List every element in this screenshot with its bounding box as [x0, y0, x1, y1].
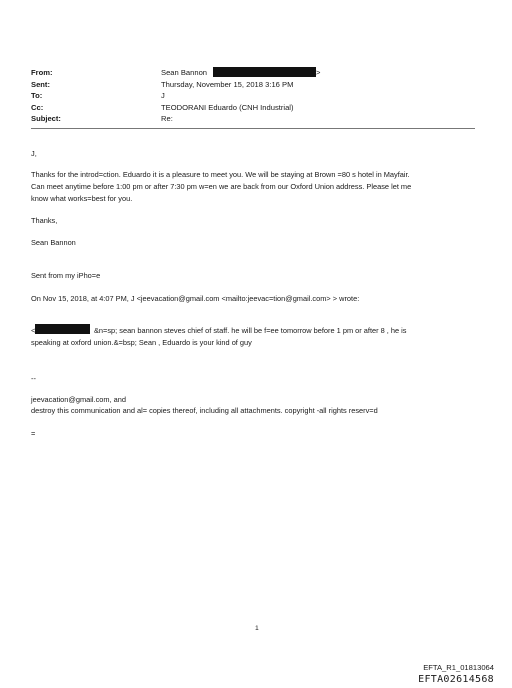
subject-label: Subject: — [31, 114, 61, 123]
page-number: 1 — [255, 625, 259, 632]
thanks: Thanks, — [31, 216, 58, 225]
trailing-equals: = — [31, 429, 36, 438]
quote-header: On Nov 15, 2018, at 4:07 PM, J <jeevacation@gmail.com <mailto:jeevac=tion@gmail.com> > wrote: — [31, 294, 360, 303]
quote-line-1: &n=sp; sean bannon steves chief of staff. he will be f=ee tomorrow before 1 pm or after 8 , he is — [94, 326, 407, 335]
body-line-1: Thanks for the introd=ction. Eduardo it is a pleasure to meet you. We will be staying at Brown =80 s hotel in Mayfair. — [31, 170, 410, 179]
efta-id-small: EFTA_R1_01813064 — [423, 663, 494, 672]
from-label: From: — [31, 68, 53, 77]
greeting: J, — [31, 149, 37, 158]
footer-line-2: destroy this communication and al= copies thereof, including all attachments. copyright -all rights reserv=d — [31, 406, 378, 415]
quote-line-2: speaking at oxford union.&=bsp; Sean , Eduardo is your kind of guy — [31, 338, 252, 347]
cc-label: Cc: — [31, 103, 44, 112]
efta-id-large: EFTA02614568 — [418, 674, 494, 685]
signature: Sean Bannon — [31, 238, 76, 247]
sent-from: Sent from my iPho=e — [31, 271, 101, 280]
sent-value: Thursday, November 15, 2018 3:16 PM — [161, 80, 294, 89]
subject-value: Re: — [161, 114, 173, 123]
sent-label: Sent: — [31, 80, 50, 89]
to-label: To: — [31, 91, 43, 100]
body-line-3: know what works=best for you. — [31, 194, 133, 203]
body-line-2: Can meet anytime before 1:00 pm or after 7:30 pm w=en we are back from our Oxford Union address. Please let me — [31, 182, 412, 191]
redaction-bar — [213, 67, 316, 77]
signature-dashes: -- — [31, 374, 36, 383]
footer-line-1: jeevacation@gmail.com, and — [31, 395, 127, 404]
from-value: Sean Bannon — [161, 68, 208, 77]
to-value: J — [161, 91, 165, 100]
cc-value: TEODORANI Eduardo (CNH Industrial) — [161, 103, 294, 112]
from-tail: > — [316, 68, 321, 77]
redaction-bar — [35, 324, 90, 334]
header-divider — [31, 128, 475, 129]
quote-lead: < — [31, 326, 36, 335]
